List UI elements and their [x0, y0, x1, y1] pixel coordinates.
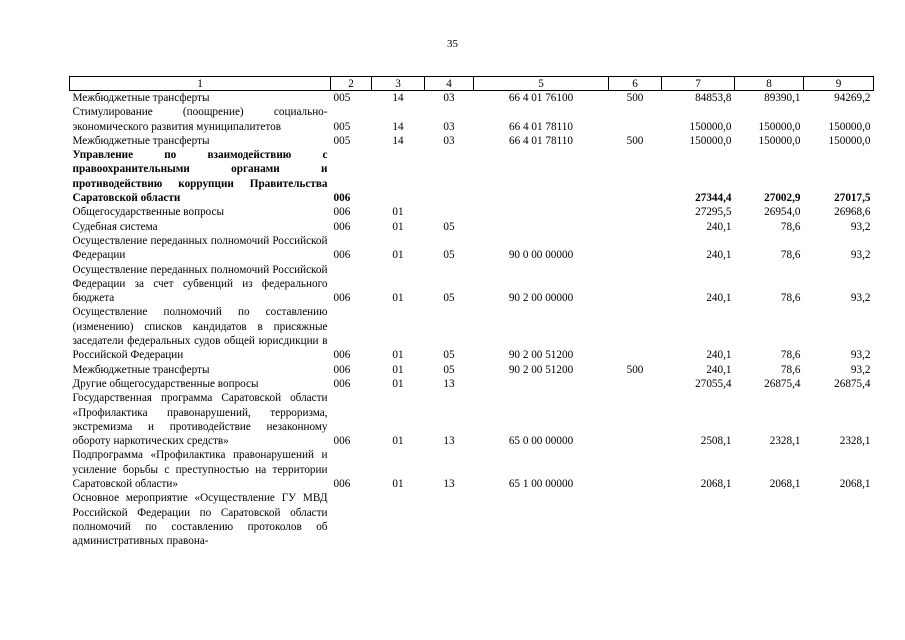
row-value-cell: 90 2 00 51200: [508, 349, 574, 362]
row-value-cell: [474, 377, 609, 391]
column-header: 9: [804, 77, 874, 91]
table-row: [70, 377, 874, 391]
row-name-cell: Осуществление полномочий по составлению (изменению) списков кандидатов в присяжные заседатели федеральных судов общей юрисдикции в Российской Федерации: [72, 306, 328, 362]
table-row: [70, 205, 874, 219]
table-row: [70, 134, 874, 148]
row-value-cell: 66 4 01 78110: [509, 134, 573, 147]
row-value-cell: 14: [392, 120, 404, 133]
row-value-cell: 006: [333, 249, 351, 262]
row-value-cell: 006: [333, 363, 351, 376]
row-value-cell: [609, 305, 662, 362]
row-value-cell: 90 2 00 51200: [508, 363, 574, 376]
row-value-cell: 13: [443, 478, 455, 491]
row-value-cell: 006: [333, 206, 351, 219]
row-value-cell: 78,6: [780, 220, 801, 233]
row-value-cell: 90 0 00 00000: [508, 249, 574, 262]
row-value-cell: 006: [333, 435, 351, 448]
row-value-cell: 01: [392, 478, 404, 491]
table-row: [70, 491, 874, 548]
row-value-cell: 93,2: [850, 292, 871, 305]
row-value-cell: 01: [392, 435, 404, 448]
row-value-cell: 05: [443, 292, 455, 305]
row-value-cell: 2068,1: [839, 478, 871, 491]
row-value-cell: 006: [333, 292, 351, 305]
row-value-cell: 93,2: [850, 249, 871, 262]
row-value-cell: [372, 148, 425, 205]
row-value-cell: 500: [626, 92, 644, 104]
row-value-cell: 240,1: [706, 249, 732, 262]
table-row: [70, 220, 874, 234]
row-value-cell: 150000,0: [689, 134, 732, 147]
row-value-cell: 500: [626, 134, 644, 147]
table-row: [70, 305, 874, 362]
row-value-cell: 26954,0: [764, 206, 801, 219]
row-value-cell: [474, 220, 609, 234]
table-body: [70, 91, 874, 549]
row-value-cell: 14: [392, 92, 404, 104]
column-header: 1: [70, 77, 331, 91]
row-name-cell: Межбюджетные трансферты: [72, 363, 210, 376]
table-row: [70, 234, 874, 263]
row-value-cell: 005: [333, 134, 351, 147]
table-row: [70, 148, 874, 205]
table-row: [70, 448, 874, 491]
row-name-cell: Судебная система: [72, 220, 158, 233]
row-name-cell: Государственная программа Саратовской области «Профилактика правонарушений, терроризма, экстремизма и противодействие незаконному обороту наркотических средств»: [72, 392, 328, 448]
table-row: [70, 91, 874, 106]
row-value-cell: 89390,1: [764, 92, 801, 104]
row-value-cell: 66 4 01 76100: [508, 92, 574, 104]
row-value-cell: 26968,6: [834, 206, 871, 219]
row-value-cell: [425, 148, 474, 205]
row-value-cell: 27002,9: [764, 192, 801, 205]
row-value-cell: 27055,4: [695, 377, 732, 390]
row-value-cell: [609, 448, 662, 491]
column-header: 5: [474, 77, 609, 91]
page-number: 35: [447, 38, 458, 50]
row-value-cell: 03: [443, 120, 455, 133]
row-value-cell: 01: [392, 249, 404, 262]
row-value-cell: 84853,8: [695, 92, 732, 104]
row-value-cell: 26875,4: [834, 377, 871, 390]
row-value-cell: 240,1: [706, 292, 732, 305]
budget-table: [69, 76, 874, 549]
row-value-cell: 150000,0: [828, 120, 871, 133]
row-value-cell: 006: [333, 192, 351, 205]
row-value-cell: 2068,1: [769, 478, 801, 491]
row-value-cell: [609, 148, 662, 205]
row-value-cell: 93,2: [850, 220, 871, 233]
row-value-cell: 93,2: [850, 349, 871, 362]
row-value-cell: [474, 205, 609, 219]
row-value-cell: [609, 220, 662, 234]
row-value-cell: [331, 491, 372, 548]
row-value-cell: 01: [392, 377, 404, 390]
row-value-cell: 150000,0: [828, 134, 871, 147]
row-value-cell: 240,1: [706, 220, 732, 233]
row-value-cell: 90 2 00 00000: [508, 292, 574, 305]
row-value-cell: [609, 205, 662, 219]
row-value-cell: 2068,1: [700, 478, 732, 491]
row-value-cell: [609, 391, 662, 448]
table-row: [70, 105, 874, 134]
row-name-cell: Осуществление переданных полномочий Российской Федерации за счет субвенций из федерального бюджета: [72, 263, 328, 305]
row-value-cell: 03: [443, 134, 455, 147]
row-value-cell: 01: [392, 363, 404, 376]
row-name-cell: Общегосударственные вопросы: [72, 206, 225, 219]
row-value-cell: 94269,2: [834, 92, 871, 104]
row-value-cell: 26875,4: [764, 377, 801, 390]
row-value-cell: 240,1: [706, 363, 732, 376]
row-value-cell: [609, 263, 662, 306]
row-value-cell: 2508,1: [700, 435, 732, 448]
row-value-cell: 93,2: [850, 363, 871, 376]
row-value-cell: 13: [443, 435, 455, 448]
column-header: 3: [372, 77, 425, 91]
row-value-cell: 78,6: [780, 363, 801, 376]
row-value-cell: [609, 105, 662, 134]
row-name-cell: Управление по взаимодействию с правоохранительными органами и противодействию коррупции Правительства Саратовской области: [72, 149, 328, 205]
row-value-cell: 150000,0: [758, 120, 801, 133]
row-value-cell: [662, 491, 735, 548]
row-value-cell: 78,6: [780, 349, 801, 362]
row-value-cell: [609, 491, 662, 548]
row-value-cell: 01: [392, 349, 404, 362]
row-value-cell: 66 4 01 78110: [509, 120, 573, 133]
row-value-cell: 150000,0: [758, 134, 801, 147]
row-value-cell: [735, 491, 804, 548]
row-value-cell: 05: [443, 363, 455, 376]
row-name-cell: Межбюджетные трансферты: [72, 92, 210, 104]
table-row: [70, 391, 874, 448]
row-name-cell: Осуществление переданных полномочий Российской Федерации: [72, 234, 328, 262]
row-value-cell: [609, 377, 662, 391]
row-value-cell: 27295,5: [695, 206, 732, 219]
row-value-cell: 005: [333, 120, 351, 133]
row-value-cell: 006: [333, 478, 351, 491]
column-header: 6: [609, 77, 662, 91]
row-value-cell: 006: [333, 220, 351, 233]
row-value-cell: 150000,0: [689, 120, 732, 133]
column-header: 4: [425, 77, 474, 91]
row-value-cell: 14: [392, 134, 404, 147]
row-value-cell: [804, 491, 874, 548]
row-value-cell: 240,1: [706, 349, 732, 362]
row-name-cell: Основное мероприятие «Осуществление ГУ МВД Российской Федерации по Саратовской области полномочий по составлению протоколов об административных правона-: [72, 492, 328, 548]
row-name-cell: Подпрограмма «Профилактика правонарушений и усиление борьбы с преступностью на территории Саратовской области»: [72, 449, 328, 491]
column-header: 2: [331, 77, 372, 91]
row-value-cell: 65 1 00 00000: [508, 478, 574, 491]
row-name-cell: Межбюджетные трансферты: [72, 134, 210, 147]
row-value-cell: [474, 148, 609, 205]
row-value-cell: 05: [443, 249, 455, 262]
table-row: [70, 363, 874, 377]
row-value-cell: [425, 491, 474, 548]
row-value-cell: 27017,5: [834, 192, 871, 205]
row-value-cell: 05: [443, 349, 455, 362]
row-value-cell: [372, 491, 425, 548]
row-value-cell: 2328,1: [769, 435, 801, 448]
row-value-cell: 01: [392, 206, 404, 219]
row-value-cell: 005: [333, 92, 351, 104]
row-value-cell: 65 0 00 00000: [508, 435, 574, 448]
row-value-cell: [474, 491, 609, 548]
table-row: [70, 263, 874, 306]
row-value-cell: 03: [443, 92, 455, 104]
column-header: 8: [735, 77, 804, 91]
row-value-cell: 01: [392, 292, 404, 305]
row-value-cell: 500: [626, 363, 644, 376]
row-name-cell: Стимулирование (поощрение) социально-экономического развития муниципалитетов: [72, 106, 328, 133]
row-value-cell: 01: [392, 220, 404, 233]
row-value-cell: 78,6: [780, 292, 801, 305]
row-value-cell: 006: [333, 377, 351, 390]
row-value-cell: 13: [443, 377, 455, 390]
row-value-cell: [425, 205, 474, 219]
row-value-cell: 2328,1: [839, 435, 871, 448]
table-header-row: [70, 77, 874, 91]
row-value-cell: 05: [443, 220, 455, 233]
row-value-cell: 78,6: [780, 249, 801, 262]
row-value-cell: 27344,4: [695, 192, 732, 205]
column-header: 7: [662, 77, 735, 91]
row-value-cell: 006: [333, 349, 351, 362]
row-value-cell: [609, 234, 662, 263]
row-name-cell: Другие общегосударственные вопросы: [72, 377, 259, 390]
